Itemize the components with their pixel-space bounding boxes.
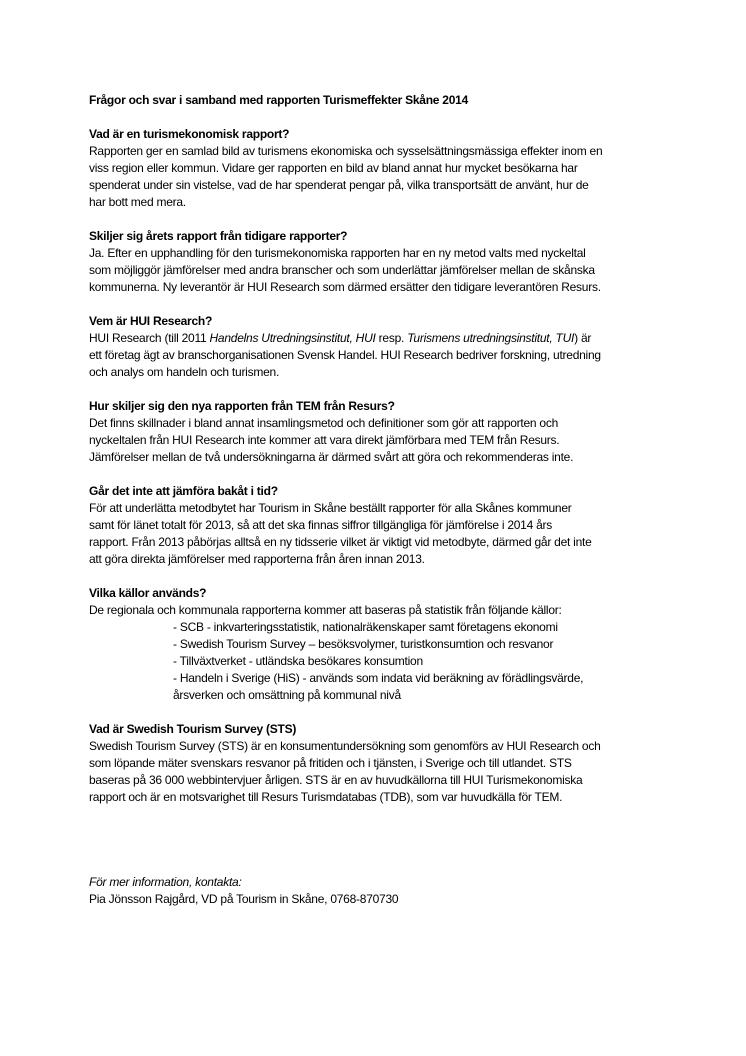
section-bakat-i-tid [89,483,709,568]
section-heading: Vad är Swedish Tourism Survey (STS) [89,722,297,736]
paragraph-line: Rapporten ger en samlad bild av turismens ekonomiska och sysselsättningsmässiga effekter inom en [89,144,603,158]
contact-info [89,874,709,908]
list-item: - Tillväxtverket - utländska besökares konsumtion [173,654,423,668]
section-heading: Vem är HUI Research? [89,314,213,328]
paragraph-line: som löpande mäter svenskars resvanor på fritiden och i tjänsten, i Sverige och till utlandet. STS [89,756,572,770]
paragraph-line: Det finns skillnader i bland annat insamlingsmetod och definitioner som gör att rapporten och [89,416,559,430]
section-tem-resurs [89,398,709,466]
paragraph-line: Ja. Efter en upphandling för den turismekonomiska rapporten har en ny metod valts med nyckeltal [89,246,586,260]
paragraph-line: För att underlätta metodbytet har Tourism in Skåne beställt rapporter för alla Skånes kommuner [89,501,572,515]
paragraph-line: samt för länet totalt för 2013, så att det ska finnas siffror tillgängliga för jämförelse i 2014 års [89,518,553,532]
section-heading: Går det inte att jämföra bakåt i tid? [89,484,278,498]
paragraph-line: att göra direkta jämförelser med rapporterna från åren innan 2013. [89,552,425,566]
paragraph-line: viss region eller kommun. Vidare ger rapporten en bild av bland annat hur mycket besökarna har [89,161,578,175]
text: resp. [375,331,408,345]
list-item: - SCB - inkvarteringsstatistik, nationalräkenskaper samt företagens ekonomi [173,620,558,634]
paragraph-line: rapport och är en motsvarighet till Resurs Turismdatabas (TDB), som var huvudkälla för TEM. [89,790,563,804]
section-hui-research [89,313,709,381]
paragraph-line: kommunerna. Ny leverantör är HUI Research som därmed ersätter den tidigare leverantören Resurs. [89,280,601,294]
italic-text: Turismens utredningsinstitut, TUI [407,331,575,345]
section-kallor [89,585,709,704]
section-skiljer-sig [89,228,709,296]
document-title: Frågor och svar i samband med rapporten Turismeffekter Skåne 2014 [89,93,468,107]
list-item: - Swedish Tourism Survey – besöksvolymer, turistkonsumtion och resvanor [173,637,554,651]
section-turismekonomisk-rapport [89,126,709,211]
paragraph-line: som möjliggör jämförelser med andra branscher och som underlättar jämförelser mellan de skånska [89,263,595,277]
paragraph-line: och analys om handeln och turismen. [89,365,280,379]
paragraph-line: har bott med mera. [89,195,186,209]
text: ) är [574,331,592,345]
section-heading: Skiljer sig årets rapport från tidigare rapporter? [89,229,348,243]
paragraph-line: nyckeltalen från HUI Research inte kommer att vara direkt jämförbara med TEM från Resurs. [89,433,560,447]
list-item-continuation: årsverken och omsättning på kommunal nivå [173,688,401,702]
italic-text: Handelns Utredningsinstitut, HUI [209,331,376,345]
section-sts [89,721,709,806]
list-item: - Handeln i Sverige (HiS) - används som indata vid beräkning av förädlingsvärde, [173,671,584,685]
text: HUI Research (till 2011 [89,331,210,345]
paragraph-line: spenderat under sin vistelse, vad de har spenderat pengar på, vilka transportsätt de använt, hur de [89,178,589,192]
paragraph-line: De regionala och kommunala rapporterna kommer att baseras på statistik från följande källor: [89,603,562,617]
paragraph-line: Jämförelser mellan de två undersökningarna är därmed svårt att göra och rekommenderas inte. [89,450,574,464]
section-heading: Hur skiljer sig den nya rapporten från TEM från Resurs? [89,399,395,413]
document-page [89,92,709,908]
section-heading: Vad är en turismekonomisk rapport? [89,127,290,141]
section-heading: Vilka källor används? [89,586,207,600]
contact-person: Pia Jönsson Rajgård, VD på Tourism in Skåne, 0768-870730 [89,892,399,906]
paragraph-line: ett företag ägt av branschorganisationen Svensk Handel. HUI Research bedriver forskning, utredning [89,348,601,362]
paragraph-line: rapport. Från 2013 påbörjas alltså en ny tidsserie vilket är viktigt vid metodbyte, därmed går det inte [89,535,592,549]
paragraph-line: baseras på 36 000 webbintervjuer årligen. STS är en av huvudkällorna till HUI Turismekonomiska [89,773,583,787]
paragraph-line [89,330,709,347]
paragraph-line: Swedish Tourism Survey (STS) är en konsumentundersökning som genomförs av HUI Research och [89,739,601,753]
contact-label: För mer information, kontakta: [89,875,242,889]
